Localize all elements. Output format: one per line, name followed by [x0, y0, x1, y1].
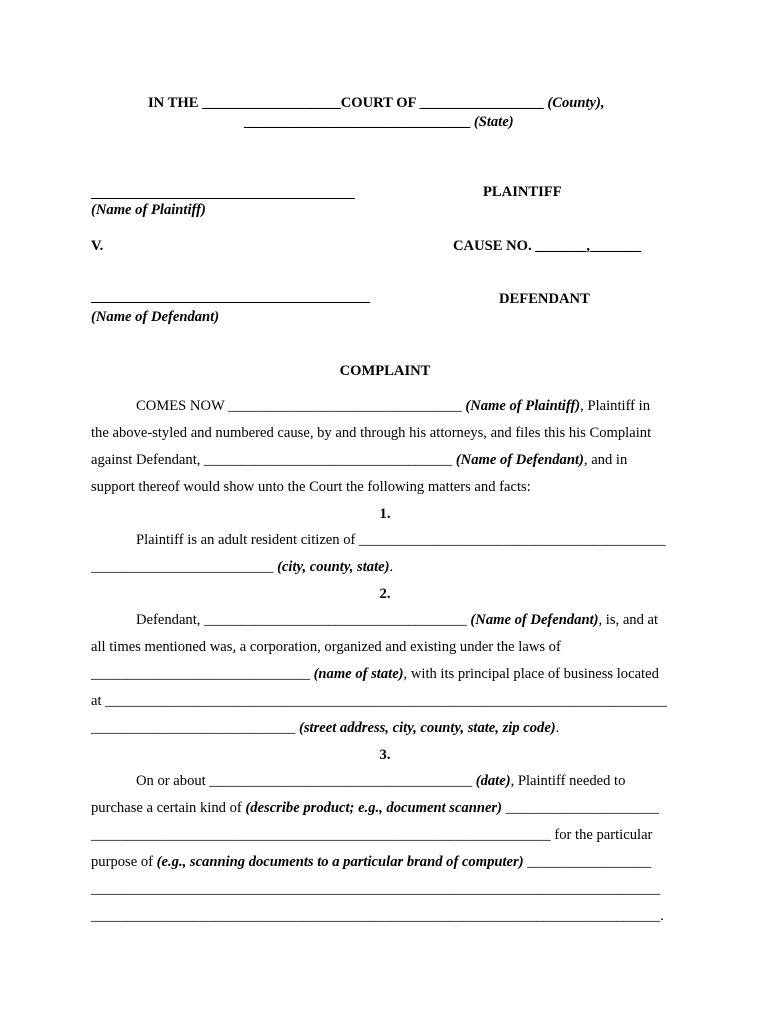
intro-text: COMES NOW ________________________________: [136, 398, 466, 414]
defendant-label: DEFENDANT: [499, 291, 590, 307]
court-caption-text: IN THE ___________________COURT OF _________________: [148, 95, 548, 111]
para2-line-1: [136, 612, 658, 629]
para2-line-2: all times mentioned was, a corporation, organized and existing under the laws of: [91, 639, 561, 655]
para1-line-2: [91, 559, 393, 576]
paragraph-number-2: 2.: [379, 586, 391, 602]
versus-label: V.: [91, 238, 104, 254]
defendant-name-caption: (Name of Defendant): [91, 309, 220, 325]
para3-line-3: _______________________________________________________________ for the particular: [91, 827, 653, 843]
name-of-state-label: (name of state): [313, 666, 404, 682]
cause-number: CAUSE NO. _______,_______: [453, 238, 642, 254]
para3-line-1: [136, 773, 625, 790]
address-label: (street address, city, county, state, zip code): [298, 720, 556, 736]
para2-text: Defendant, ____________________________________: [136, 612, 471, 628]
para3-line-2: [91, 800, 659, 817]
para2-text: , with its principal place of business located: [403, 666, 659, 682]
para3-line-6: ______________________________________________________________________________.: [91, 908, 664, 924]
defendant-name-ref: (Name of Defendant): [470, 612, 599, 628]
intro-line-3: [91, 452, 627, 469]
intro-line-4: support thereof would show unto the Court the following matters and facts:: [91, 479, 531, 495]
intro-line-1: [136, 398, 650, 415]
para3-text: On or about ____________________________________: [136, 773, 476, 789]
document-title: COMPLAINT: [339, 363, 431, 379]
blank-line: _________________: [523, 854, 652, 870]
intro-line-2: the above-styled and numbered cause, by and through his attorneys, and files this his Complaint: [91, 425, 652, 441]
para2-line-3: [91, 666, 659, 683]
blank-line: _____________________: [501, 800, 659, 816]
para3-text: purchase a certain kind of: [91, 800, 246, 816]
court-caption-line-1: [148, 95, 605, 112]
product-label: (describe product; e.g., document scanner): [245, 800, 502, 816]
defendant-name-ref: (Name of Defendant): [455, 452, 584, 468]
intro-text: , and in: [583, 452, 628, 468]
purpose-label: (e.g., scanning documents to a particular brand of computer): [156, 854, 524, 870]
defendant-name-rule: [91, 302, 370, 303]
period: .: [555, 720, 560, 736]
paragraph-number-1: 1.: [379, 506, 391, 522]
state-label: (State): [473, 114, 514, 130]
city-county-state-label: (city, county, state): [277, 559, 390, 575]
para3-text: , Plaintiff needed to: [510, 773, 626, 789]
para2-line-5: [91, 720, 559, 737]
para2-line-4: at _____________________________________________________________________________: [91, 693, 668, 709]
blank-line: _________________________: [91, 559, 278, 575]
state-blank: _______________________________: [244, 114, 474, 130]
intro-text: , Plaintiff in: [580, 398, 651, 414]
para3-line-4: [91, 854, 651, 871]
plaintiff-name-ref: (Name of Plaintiff): [465, 398, 581, 414]
date-label: (date): [475, 773, 511, 789]
blank-line: ____________________________: [91, 720, 299, 736]
court-caption-line-2: [244, 114, 514, 131]
para2-text: , is, and at: [598, 612, 659, 628]
plaintiff-label: PLAINTIFF: [483, 184, 562, 200]
para3-text: purpose of: [91, 854, 157, 870]
intro-text: against Defendant, __________________________________: [91, 452, 456, 468]
para3-line-5: ______________________________________________________________________________: [91, 881, 661, 897]
period: .: [389, 559, 394, 575]
plaintiff-name-caption: (Name of Plaintiff): [91, 202, 206, 218]
paragraph-number-3: 3.: [379, 747, 391, 763]
blank-line: ______________________________: [91, 666, 314, 682]
county-label: (County),: [547, 95, 605, 111]
plaintiff-name-rule: [91, 198, 355, 199]
para1-line-1: Plaintiff is an adult resident citizen of __________________________________________: [136, 532, 666, 548]
